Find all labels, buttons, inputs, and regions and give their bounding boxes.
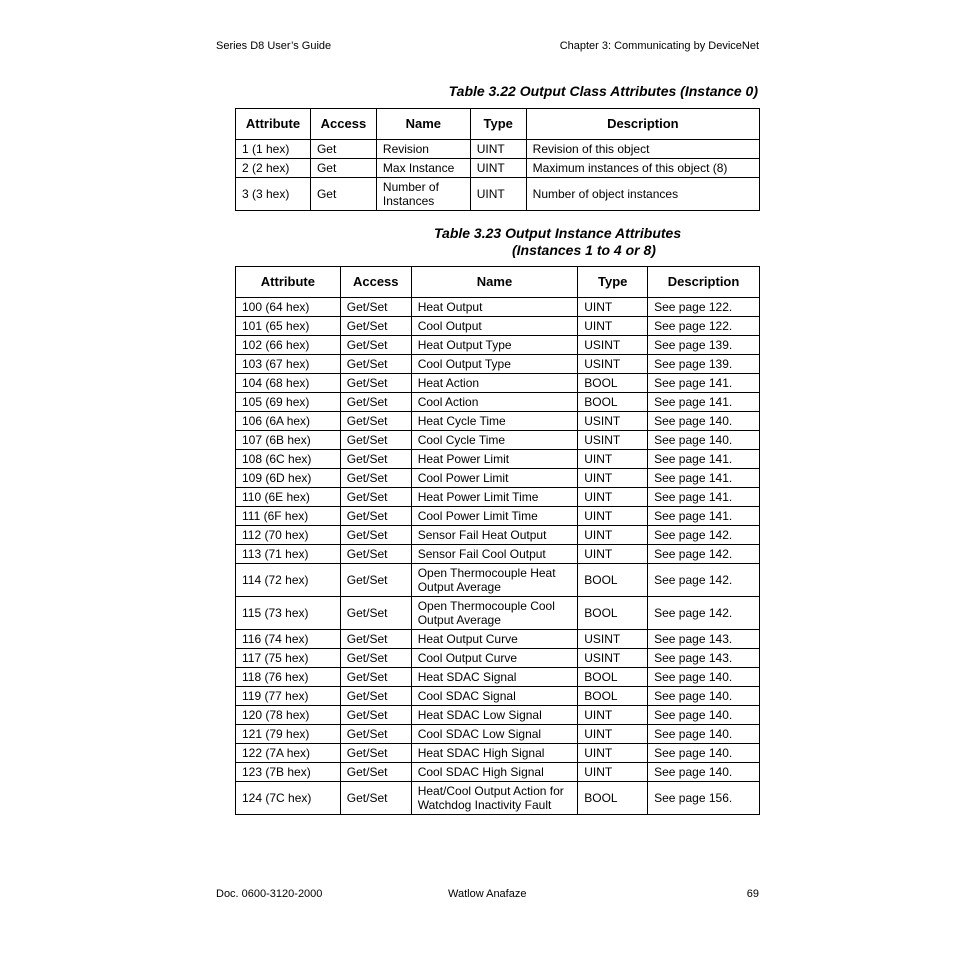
cell-type: BOOL	[578, 564, 648, 597]
cell-access: Get/Set	[340, 507, 411, 526]
cell-access: Get/Set	[340, 469, 411, 488]
table-row	[236, 393, 760, 412]
cell-type: UINT	[578, 298, 648, 317]
cell-attribute: 102 (66 hex)	[236, 336, 341, 355]
cell-access: Get/Set	[340, 649, 411, 668]
cell-access: Get/Set	[340, 725, 411, 744]
table-row	[236, 649, 760, 668]
cell-name: Cool Power Limit Time	[411, 507, 578, 526]
table-row	[236, 336, 760, 355]
cell-description: See page 140.	[648, 763, 760, 782]
column-header-name: Name	[376, 109, 470, 140]
cell-type: UINT	[578, 706, 648, 725]
cell-type: UINT	[578, 469, 648, 488]
cell-type: UINT	[578, 744, 648, 763]
cell-description: See page 140.	[648, 412, 760, 431]
cell-attribute: 109 (6D hex)	[236, 469, 341, 488]
cell-description: See page 143.	[648, 630, 760, 649]
cell-name: Cool Cycle Time	[411, 431, 578, 450]
cell-type: BOOL	[578, 597, 648, 630]
cell-description: See page 156.	[648, 782, 760, 815]
column-header-attribute: Attribute	[236, 267, 341, 298]
cell-attribute: 107 (6B hex)	[236, 431, 341, 450]
cell-name: Heat Power Limit	[411, 450, 578, 469]
table-row	[236, 597, 760, 630]
cell-access: Get/Set	[340, 763, 411, 782]
cell-attribute: 117 (75 hex)	[236, 649, 341, 668]
cell-attribute: 122 (7A hex)	[236, 744, 341, 763]
cell-type: BOOL	[578, 687, 648, 706]
cell-type: USINT	[578, 431, 648, 450]
table1-caption: Table 3.22 Output Class Attributes (Instance 0)	[448, 83, 758, 99]
cell-description: See page 122.	[648, 317, 760, 336]
cell-attribute: 2 (2 hex)	[236, 159, 311, 178]
cell-access: Get/Set	[340, 393, 411, 412]
header-left: Series D8 User’s Guide	[216, 40, 332, 52]
footer-doc-number: Doc. 0600-3120-2000	[216, 888, 323, 900]
cell-description: Maximum instances of this object (8)	[526, 159, 759, 178]
table-row	[236, 159, 760, 178]
cell-name: Heat Cycle Time	[411, 412, 578, 431]
table-row	[236, 178, 760, 211]
cell-attribute: 118 (76 hex)	[236, 668, 341, 687]
table-row	[236, 450, 760, 469]
cell-access: Get	[310, 159, 376, 178]
cell-attribute: 1 (1 hex)	[236, 140, 311, 159]
cell-access: Get/Set	[340, 431, 411, 450]
table-row	[236, 763, 760, 782]
cell-type: UINT	[578, 763, 648, 782]
footer-company: Watlow Anafaze	[448, 888, 527, 900]
cell-type: USINT	[578, 412, 648, 431]
cell-attribute: 120 (78 hex)	[236, 706, 341, 725]
cell-description: See page 122.	[648, 298, 760, 317]
cell-type: UINT	[578, 317, 648, 336]
cell-name: Revision	[376, 140, 470, 159]
cell-attribute: 115 (73 hex)	[236, 597, 341, 630]
table-row	[236, 545, 760, 564]
cell-description: See page 141.	[648, 507, 760, 526]
cell-name: Cool SDAC Signal	[411, 687, 578, 706]
cell-description: See page 140.	[648, 744, 760, 763]
table-row	[236, 317, 760, 336]
cell-access: Get/Set	[340, 545, 411, 564]
cell-description: See page 141.	[648, 450, 760, 469]
table-row	[236, 630, 760, 649]
cell-name: Cool Output Type	[411, 355, 578, 374]
cell-attribute: 108 (6C hex)	[236, 450, 341, 469]
cell-attribute: 104 (68 hex)	[236, 374, 341, 393]
cell-name: Heat Power Limit Time	[411, 488, 578, 507]
cell-attribute: 105 (69 hex)	[236, 393, 341, 412]
cell-attribute: 112 (70 hex)	[236, 526, 341, 545]
column-header-type: Type	[578, 267, 648, 298]
cell-name: Heat Output	[411, 298, 578, 317]
table-row	[236, 469, 760, 488]
cell-attribute: 111 (6F hex)	[236, 507, 341, 526]
cell-name: Heat SDAC Low Signal	[411, 706, 578, 725]
cell-access: Get	[310, 140, 376, 159]
cell-description: See page 140.	[648, 668, 760, 687]
cell-description: See page 141.	[648, 488, 760, 507]
cell-description: See page 141.	[648, 374, 760, 393]
cell-access: Get/Set	[340, 298, 411, 317]
cell-description: See page 140.	[648, 706, 760, 725]
cell-attribute: 124 (7C hex)	[236, 782, 341, 815]
cell-name: Cool Output Curve	[411, 649, 578, 668]
cell-access: Get/Set	[340, 564, 411, 597]
cell-description: See page 139.	[648, 336, 760, 355]
header-right: Chapter 3: Communicating by DeviceNet	[559, 40, 759, 52]
table-row	[236, 140, 760, 159]
cell-description: Number of object instances	[526, 178, 759, 211]
table-row	[236, 744, 760, 763]
cell-name: Cool SDAC Low Signal	[411, 725, 578, 744]
cell-name: Heat Action	[411, 374, 578, 393]
cell-name: Cool Action	[411, 393, 578, 412]
table-row	[236, 488, 760, 507]
cell-name: Heat Output Curve	[411, 630, 578, 649]
cell-name: Open Thermocouple Cool Output Average	[411, 597, 578, 630]
cell-access: Get/Set	[340, 668, 411, 687]
cell-name: Cool SDAC High Signal	[411, 763, 578, 782]
table-row	[236, 355, 760, 374]
cell-attribute: 101 (65 hex)	[236, 317, 341, 336]
cell-name: Open Thermocouple Heat Output Average	[411, 564, 578, 597]
cell-access: Get/Set	[340, 597, 411, 630]
cell-description: See page 139.	[648, 355, 760, 374]
cell-description: See page 142.	[648, 597, 760, 630]
cell-description: See page 140.	[648, 431, 760, 450]
cell-type: BOOL	[578, 374, 648, 393]
cell-access: Get/Set	[340, 336, 411, 355]
cell-name: Max Instance	[376, 159, 470, 178]
table2-caption-line1: Table 3.23 Output Instance Attributes	[434, 225, 682, 241]
cell-type: USINT	[578, 355, 648, 374]
cell-name: Sensor Fail Cool Output	[411, 545, 578, 564]
table-row	[236, 431, 760, 450]
cell-description: Revision of this object	[526, 140, 759, 159]
cell-type: UINT	[578, 450, 648, 469]
cell-attribute: 3 (3 hex)	[236, 178, 311, 211]
table2-caption-line2: (Instances 1 to 4 or 8)	[512, 242, 656, 258]
cell-attribute: 114 (72 hex)	[236, 564, 341, 597]
cell-access: Get/Set	[340, 782, 411, 815]
table-row	[236, 687, 760, 706]
cell-attribute: 100 (64 hex)	[236, 298, 341, 317]
column-header-access: Access	[340, 267, 411, 298]
cell-access: Get/Set	[340, 355, 411, 374]
cell-name: Sensor Fail Heat Output	[411, 526, 578, 545]
column-header-attribute: Attribute	[236, 109, 311, 140]
cell-attribute: 103 (67 hex)	[236, 355, 341, 374]
cell-description: See page 141.	[648, 393, 760, 412]
table-row	[236, 526, 760, 545]
cell-access: Get/Set	[340, 687, 411, 706]
cell-type: BOOL	[578, 668, 648, 687]
cell-attribute: 106 (6A hex)	[236, 412, 341, 431]
cell-description: See page 140.	[648, 725, 760, 744]
cell-access: Get/Set	[340, 450, 411, 469]
cell-attribute: 121 (79 hex)	[236, 725, 341, 744]
cell-type: USINT	[578, 649, 648, 668]
table-row	[236, 507, 760, 526]
column-header-name: Name	[411, 267, 578, 298]
column-header-description: Description	[526, 109, 759, 140]
cell-type: UINT	[578, 488, 648, 507]
cell-description: See page 142.	[648, 526, 760, 545]
cell-name: Cool Power Limit	[411, 469, 578, 488]
cell-name: Heat SDAC Signal	[411, 668, 578, 687]
cell-type: BOOL	[578, 393, 648, 412]
cell-name: Heat SDAC High Signal	[411, 744, 578, 763]
column-header-description: Description	[648, 267, 760, 298]
table-row	[236, 412, 760, 431]
output-class-attributes-table	[235, 108, 760, 211]
output-instance-attributes-table	[235, 266, 760, 815]
cell-access: Get/Set	[340, 706, 411, 725]
cell-description: See page 143.	[648, 649, 760, 668]
cell-access: Get/Set	[340, 412, 411, 431]
column-header-type: Type	[470, 109, 526, 140]
cell-type: UINT	[578, 507, 648, 526]
table-row	[236, 564, 760, 597]
cell-type: UINT	[578, 545, 648, 564]
cell-type: BOOL	[578, 782, 648, 815]
cell-access: Get/Set	[340, 488, 411, 507]
cell-description: See page 142.	[648, 545, 760, 564]
cell-name: Heat Output Type	[411, 336, 578, 355]
table2-caption	[434, 225, 681, 259]
cell-description: See page 140.	[648, 687, 760, 706]
cell-name: Heat/Cool Output Action for Watchdog Inactivity Fault	[411, 782, 578, 815]
cell-access: Get/Set	[340, 374, 411, 393]
cell-type: UINT	[470, 178, 526, 211]
table-row	[236, 298, 760, 317]
cell-type: UINT	[578, 725, 648, 744]
cell-access: Get/Set	[340, 317, 411, 336]
table-row	[236, 374, 760, 393]
cell-access: Get/Set	[340, 630, 411, 649]
cell-attribute: 123 (7B hex)	[236, 763, 341, 782]
table-row	[236, 725, 760, 744]
footer-page-number: 69	[746, 888, 759, 900]
table-row	[236, 706, 760, 725]
cell-type: USINT	[578, 336, 648, 355]
cell-type: UINT	[470, 140, 526, 159]
cell-description: See page 142.	[648, 564, 760, 597]
table-row	[236, 782, 760, 815]
cell-attribute: 113 (71 hex)	[236, 545, 341, 564]
cell-access: Get	[310, 178, 376, 211]
cell-attribute: 116 (74 hex)	[236, 630, 341, 649]
cell-attribute: 110 (6E hex)	[236, 488, 341, 507]
cell-description: See page 141.	[648, 469, 760, 488]
cell-name: Number of Instances	[376, 178, 470, 211]
cell-type: UINT	[578, 526, 648, 545]
cell-type: USINT	[578, 630, 648, 649]
column-header-access: Access	[310, 109, 376, 140]
cell-name: Cool Output	[411, 317, 578, 336]
cell-type: UINT	[470, 159, 526, 178]
table-row	[236, 668, 760, 687]
cell-access: Get/Set	[340, 526, 411, 545]
cell-access: Get/Set	[340, 744, 411, 763]
cell-attribute: 119 (77 hex)	[236, 687, 341, 706]
